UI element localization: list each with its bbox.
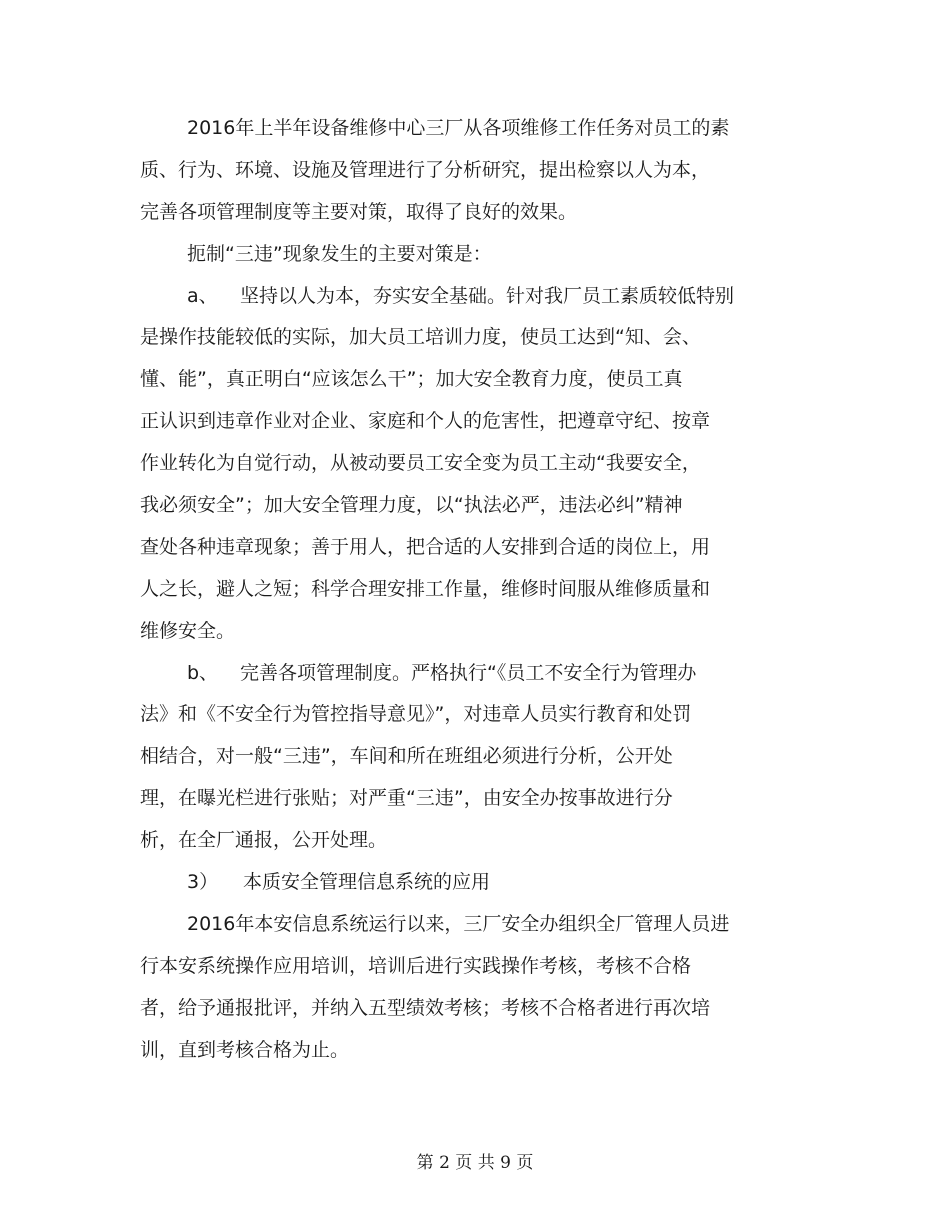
footer-middle: 页 共: [455, 1153, 495, 1173]
footer-total-pages: 9: [500, 1153, 511, 1173]
item-b-line-3: 相结合，对一般“三违”，车间和所在班组必须进行分析，公开处: [140, 745, 673, 768]
item-a-line-4: 正认识到违章作业对企业、家庭和个人的危害性，把遵章守纪、按章: [140, 410, 711, 433]
item-b-first-line: [140, 653, 780, 695]
item-b-label: b、: [187, 661, 219, 684]
item-a-line-5: 作业转化为自觉行动，从被动要员工安全变为员工主动“我要安全，: [140, 452, 701, 475]
item-b-line-5: 析，在全厂通报，公开处理。: [140, 829, 388, 852]
item-a-label: a、: [187, 284, 218, 307]
section-3-label: 3）: [187, 871, 219, 894]
paragraph-final-line-1: 2016年本安信息系统运行以来，三厂安全办组织全厂管理人员进: [187, 912, 730, 935]
item-b-line-4: 理，在曝光栏进行张贴；对严重“三违”，由安全办按事故进行分: [140, 787, 673, 810]
paragraph-1-line-2: 质、行为、环境、设施及管理进行了分析研究，提出检察以人为本，: [140, 158, 711, 181]
footer-current-page: 2: [439, 1153, 450, 1173]
paragraph-final-line-2: 行本安系统操作应用培训，培训后进行实践操作考核，考核不合格: [140, 954, 692, 977]
section-3-title: 本质安全管理信息系统的应用: [243, 871, 491, 894]
item-b-line-1: 完善各项管理制度。严格执行“《员工不安全行为管理办: [240, 661, 697, 684]
paragraph-1-line-1: 2016年上半年设备维修中心三厂从各项维修工作任务对员工的素: [187, 117, 730, 139]
item-a-line-2: 是操作技能较低的实际，加大员工培训力度，使员工达到“知、会、: [140, 326, 701, 349]
item-a-first-line: [140, 276, 780, 318]
page-footer: [0, 1150, 950, 1176]
item-a-line-1: 坚持以人为本，夯实安全基础。针对我厂员工素质较低特别: [240, 284, 735, 307]
paragraph-1-line-3: 完善各项管理制度等主要对策，取得了良好的效果。: [140, 200, 578, 223]
item-a-line-3: 懂、能”，真正明白“应该怎么干”；加大安全教育力度，使员工真: [140, 368, 683, 391]
paragraph-final-line-3: 者，给予通报批评，并纳入五型绩效考核；考核不合格者进行再次培: [140, 996, 711, 1019]
section-3-heading: [140, 862, 780, 904]
item-a-line-7: 查处各种违章现象；善于用人，把合适的人安排到合适的岗位上，用: [140, 535, 711, 558]
document-body: [140, 108, 780, 1071]
footer-prefix: 第: [416, 1153, 434, 1173]
item-a-line-6: 我必须安全”；加大安全管理力度，以“执法必严，违法必纠”精神: [140, 494, 683, 517]
paragraph-final-line-4: 训，直到考核合格为止。: [140, 1038, 350, 1061]
item-a-line-8: 人之长，避人之短；科学合理安排工作量，维修时间服从维修质量和: [140, 577, 711, 600]
item-a-line-9: 维修安全。: [140, 619, 236, 642]
footer-suffix: 页: [516, 1153, 534, 1173]
paragraph-2-line-1: 扼制“三违”现象发生的主要对策是：: [187, 242, 492, 265]
item-b-line-2: 法》和《不安全行为管控指导意见》”，对违章人员实行教育和处罚: [140, 703, 692, 726]
